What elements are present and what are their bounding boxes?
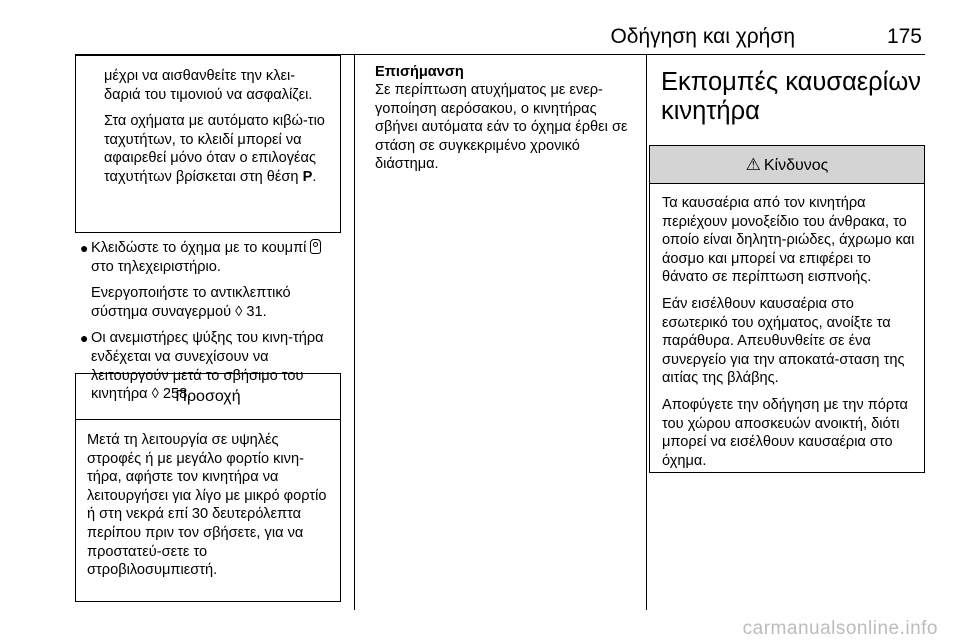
caution-body: [76, 420, 340, 580]
section-heading: Εκπομπές καυσαερίων κινητήρα: [661, 68, 922, 125]
caution-text: Μετά τη λειτουργία σε υψηλές στροφές ή με μεγάλο φορτίο κινη-τήρα, αφήστε τον κινητήρα να λειτουργήσει για λίγο με μικρό φορτίο ή στη νεκρά επί 30 δευτερόλεπτα περίπου πριν τον σβήσετε, για να προστατεύ-σετε το στροβιλοσυμπιεστή.: [87, 432, 327, 579]
bullet-icon: ●: [80, 330, 89, 347]
list-item: [75, 239, 350, 321]
list-item-text: [91, 239, 350, 276]
page-number: 175: [886, 25, 922, 48]
danger-title: Κίνδυνος: [763, 157, 829, 174]
gear-position-p: P: [302, 168, 313, 185]
column-divider-left: [354, 55, 355, 610]
header-title: Οδήγηση και χρήση: [610, 25, 795, 48]
column-divider-right: [646, 55, 647, 610]
danger-body: [650, 184, 924, 470]
caution-box: [75, 373, 341, 602]
list-text: Κλειδώστε το όχημα με το κουμπί: [91, 240, 311, 256]
warning-triangle-icon: ⚠: [745, 155, 761, 174]
bullet-icon: ●: [80, 240, 89, 256]
danger-header: [650, 146, 924, 184]
danger-box: [649, 145, 925, 473]
continued-note-box: [75, 55, 341, 233]
danger-paragraph: Αποφύγετε την οδήγηση με την πόρτα του χώρου αποσκευών ανοικτή, διότι μπορεί να εισέλθουν καυσαέρια στο όχημα.: [662, 396, 908, 469]
list-item-text: Οι ανεμιστήρες ψύξης του κινη-τήρα ενδέχεται να συνεχίσουν να λειτουργούν μετά το σβήσιμο του κινητήρα ◊ 258.: [91, 330, 324, 403]
notice-block: [375, 64, 637, 182]
watermark: carmanualsonline.info: [742, 618, 938, 639]
danger-paragraph: Τα καυσαέρια από τον κινητήρα περιέχουν μονοξείδιο του άνθρακα, το οποίο είναι δηλητη-ριώδες, άχρωμο και άοσμο και μπορεί να επιφέρει το θάνατο σε περίπτωση εισπνοής.: [662, 195, 915, 286]
caution-title: Προσοχή: [76, 374, 340, 420]
danger-paragraph: Εάν εισέλθουν καυσαέρια στο εσωτερικό του οχήματος, ανοίξτε τα παράθυρα. Απευθυνθείτε σε ένα συνεργείο για την αποκατά-σταση της αιτίας της βλάβης.: [662, 295, 905, 387]
note-punct: .: [312, 168, 317, 185]
list-item-follow: Ενεργοποιήστε το αντικλεπτικό σύστημα συναγερμού ◊ 31.: [91, 285, 291, 320]
notice-heading: Επισήμανση: [375, 64, 464, 80]
notice-text: Σε περίπτωση ατυχήματος με ενερ-γοποίηση αερόσακου, ο κινητήρας σβήνει αυτόματα εάν το όχημα έρθει σε στάση σε συγκεκριμένο χρονικό διάστημα.: [375, 82, 628, 173]
list-text: στο τηλεχειριστήριο.: [91, 258, 221, 275]
key-lock-icon: [310, 239, 321, 254]
note-paragraph: [104, 112, 330, 186]
note-text: Στα οχήματα με αυτόματο κιβώ-τιο ταχυτήτων, το κλειδί μπορεί να αφαιρεθεί μόνο όταν ο επιλογέας ταχυτήτων βρίσκεται στη θέση: [104, 113, 325, 185]
note-paragraph: μέχρι να αισθανθείτε την κλει-δαριά του τιμονιού να ασφαλίζει.: [104, 68, 313, 103]
